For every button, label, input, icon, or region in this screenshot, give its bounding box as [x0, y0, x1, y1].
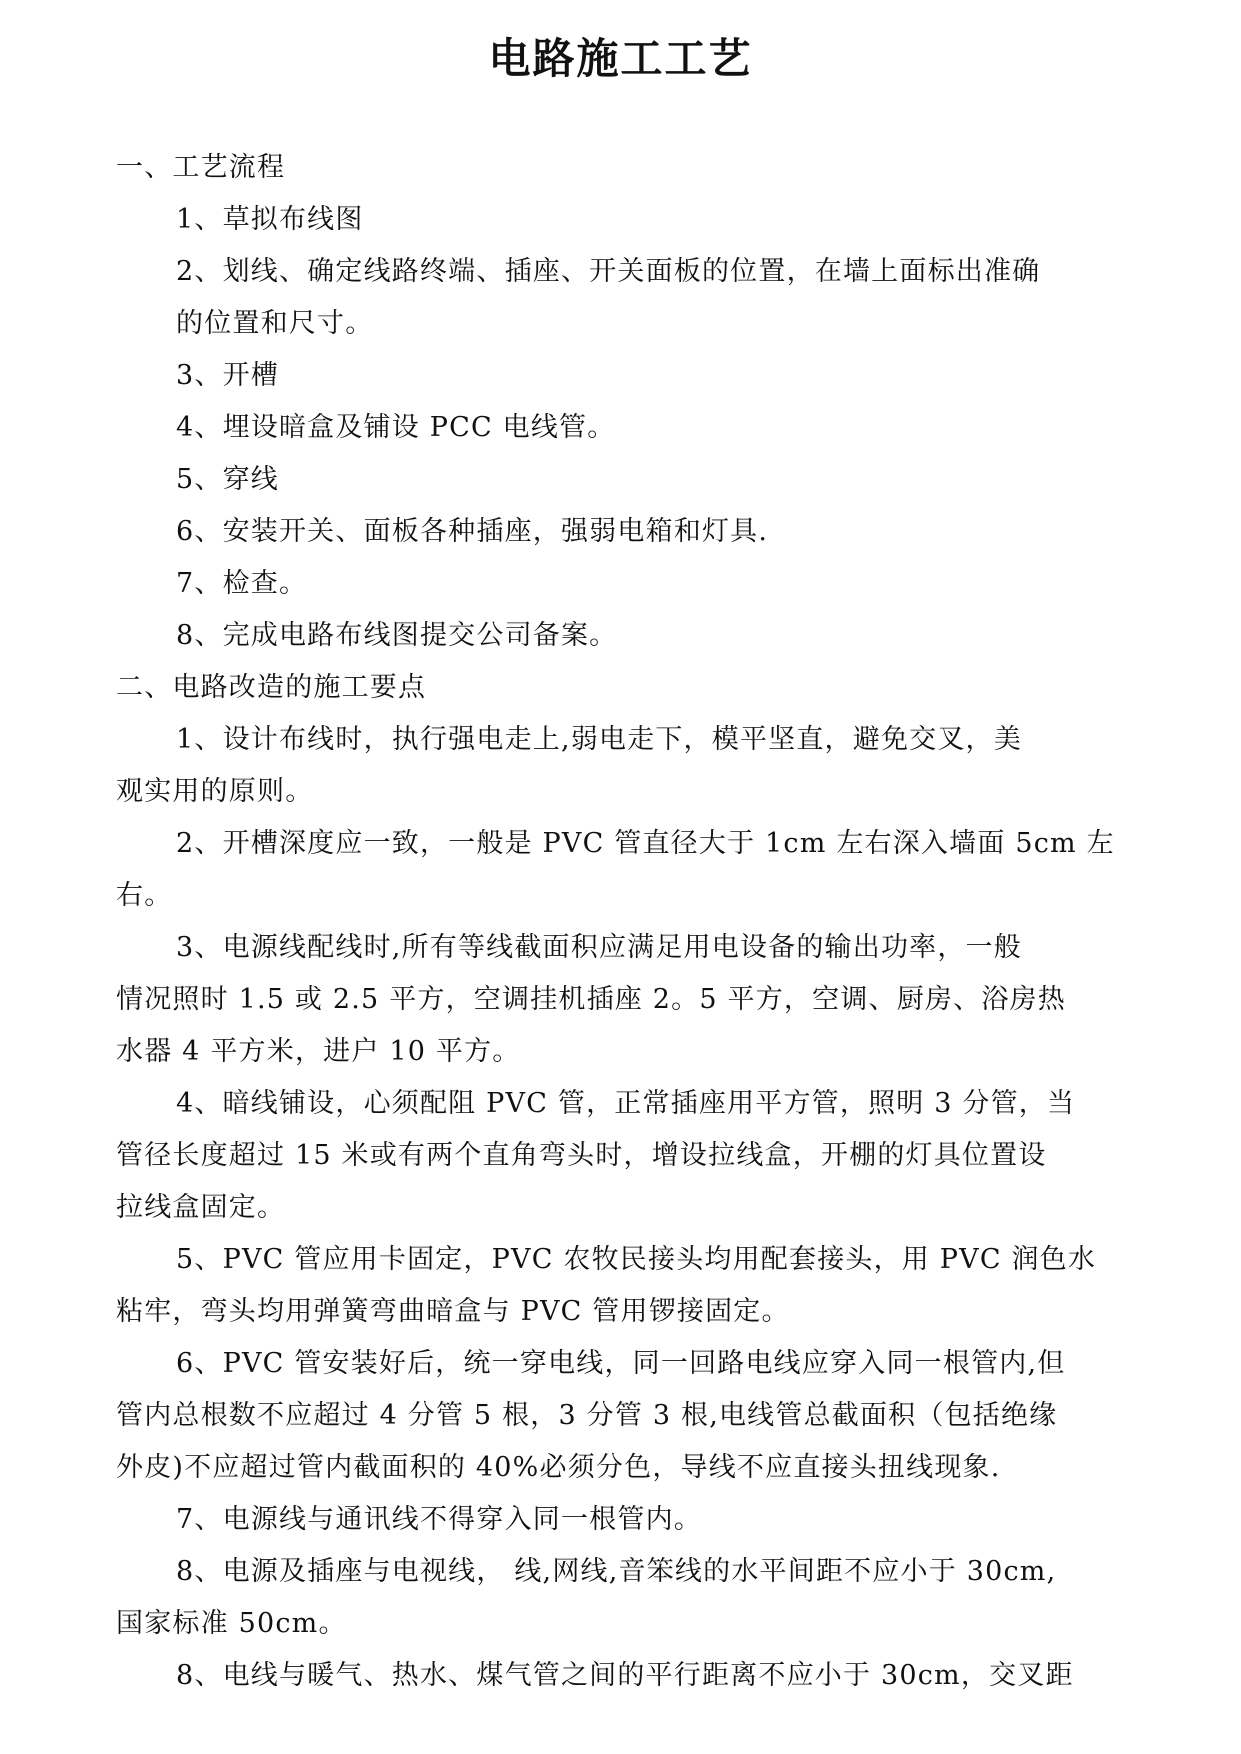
process-step-3: 3、开槽 — [176, 360, 279, 391]
document-body — [116, 142, 1126, 1702]
process-step-8: 8、完成电路布线图提交公司备案。 — [176, 620, 618, 651]
point-7-line-1: 7、电源线与通讯线不得穿入同一根管内。 — [176, 1504, 702, 1535]
point-1-line-2: 观实用的原则。 — [116, 776, 314, 807]
process-step-4: 4、埋设暗盒及铺设 PCC 电线管。 — [176, 412, 616, 443]
point-8a-line-2: 国家标准 50cm。 — [116, 1608, 347, 1639]
point-6-line-3: 外皮)不应超过管内截面积的 40%必须分色，导线不应直接头扭线现象. — [116, 1452, 1001, 1483]
point-4-line-2: 管径长度超过 15 米或有两个直角弯头时，增设拉线盒，开棚的灯具位置设 — [116, 1140, 1047, 1171]
section-heading-process: 一、工艺流程 — [116, 152, 286, 183]
process-step-5: 5、穿线 — [176, 464, 279, 495]
process-step-7: 7、检查。 — [176, 568, 308, 599]
section-heading-key-points: 二、电路改造的施工要点 — [116, 672, 427, 703]
point-5-line-1: 5、PVC 管应用卡固定，PVC 农牧民接头均用配套接头，用 PVC 润色水 — [176, 1244, 1097, 1275]
point-1-line-1: 1、设计布线时，执行强电走上,弱电走下，模平坚直，避免交叉，美 — [176, 724, 1022, 755]
point-8b-line-1: 8、电线与暖气、热水、煤气管之间的平行距离不应小于 30cm，交叉距 — [176, 1660, 1074, 1691]
process-step-1: 1、草拟布线图 — [176, 204, 364, 235]
point-4-line-1: 4、暗线铺设，心须配阻 PVC 管，正常插座用平方管，照明 3 分管，当 — [176, 1088, 1076, 1119]
point-2-line-1: 2、开槽深度应一致，一般是 PVC 管直径大于 1cm 左右深入墙面 5cm 左 — [176, 828, 1115, 859]
point-6-line-2: 管内总根数不应超过 4 分管 5 根，3 分管 3 根,电线管总截面积（包括绝缘 — [116, 1400, 1058, 1431]
point-5-line-2: 粘牢，弯头均用弹簧弯曲暗盒与 PVC 管用锣接固定。 — [116, 1296, 790, 1327]
point-4-line-3: 拉线盒固定。 — [116, 1192, 286, 1223]
point-3-line-2: 情况照时 1.5 或 2.5 平方，空调挂机插座 2。5 平方，空调、厨房、浴房热 — [116, 984, 1066, 1015]
point-8a-line-1: 8、电源及插座与电视线， 线,网线,音笨线的水平间距不应小于 30cm, — [176, 1556, 1057, 1587]
point-6-line-1: 6、PVC 管安装好后，统一穿电线，同一回路电线应穿入同一根管内,但 — [176, 1348, 1066, 1379]
point-2-line-2: 右。 — [116, 880, 173, 911]
point-3-line-1: 3、电源线配线时,所有等线截面积应满足用电设备的输出功率，一般 — [176, 932, 1022, 963]
page-title: 电路施工工艺 — [488, 34, 753, 83]
process-step-2-cont: 的位置和尺寸。 — [176, 308, 374, 339]
point-3-line-3: 水器 4 平方米，进户 10 平方。 — [116, 1036, 521, 1067]
process-step-2: 2、划线、确定线路终端、插座、开关面板的位置，在墙上面标出准确 — [176, 256, 1041, 287]
process-step-6: 6、安装开关、面板各种插座，强弱电箱和灯具. — [176, 516, 769, 547]
